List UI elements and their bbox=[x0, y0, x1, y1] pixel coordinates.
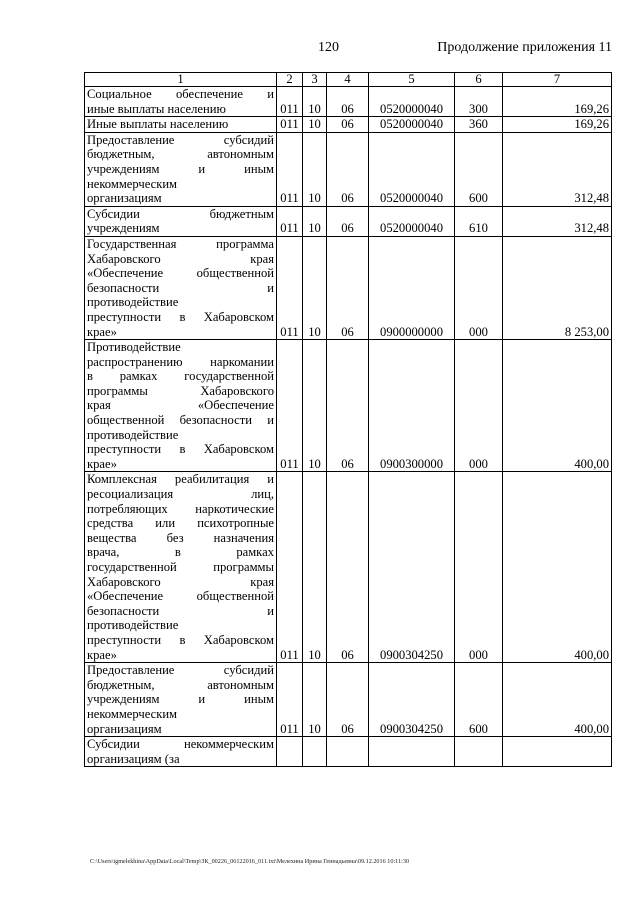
table-row bbox=[85, 117, 612, 133]
row-name-line: преступности в Хабаровском bbox=[87, 309, 274, 324]
row-name-line: Хабаровского края bbox=[87, 251, 274, 266]
row-name-line: безопасности и bbox=[87, 603, 274, 618]
row-name-line: крае» bbox=[87, 324, 117, 339]
section-code-cell: 10 bbox=[303, 132, 327, 206]
expense-type-cell: 600 bbox=[455, 663, 503, 737]
row-name-line: программы Хабаровского bbox=[87, 383, 274, 398]
column-header: 6 bbox=[455, 73, 503, 87]
row-name-line: противодействие bbox=[87, 427, 179, 442]
row-name-line: Субсидии бюджетным bbox=[87, 206, 274, 221]
row-name-line: иные выплаты населению bbox=[87, 101, 226, 116]
ministry-code-cell: 011 bbox=[277, 663, 303, 737]
expense-type-cell: 600 bbox=[455, 132, 503, 206]
row-name-line: противодействие bbox=[87, 295, 179, 310]
row-name-line: средства или психотропные bbox=[87, 516, 274, 531]
row-name-line: преступности в Хабаровском bbox=[87, 632, 274, 647]
subsection-code-cell: 06 bbox=[327, 340, 369, 472]
row-name-line: организациям bbox=[87, 191, 162, 206]
table-row bbox=[85, 340, 612, 472]
section-code-cell: 10 bbox=[303, 117, 327, 133]
row-name-line: в рамках государственной bbox=[87, 369, 274, 384]
subsection-code-cell bbox=[327, 737, 369, 767]
appendix-note: Продолжение приложения 11 bbox=[437, 40, 612, 55]
target-article-cell: 0520000040 bbox=[369, 206, 455, 236]
row-name-line: организациям bbox=[87, 721, 162, 736]
column-header: 7 bbox=[503, 73, 612, 87]
row-name-line: распространению наркомании bbox=[87, 354, 274, 369]
table-row bbox=[85, 132, 612, 206]
ministry-code-cell: 011 bbox=[277, 472, 303, 663]
subsection-code-cell: 06 bbox=[327, 472, 369, 663]
amount-cell: 400,00 bbox=[503, 472, 612, 663]
section-code-cell: 10 bbox=[303, 206, 327, 236]
row-name-line: Субсидии некоммерческим bbox=[87, 737, 274, 752]
column-header: 5 bbox=[369, 73, 455, 87]
table-row bbox=[85, 206, 612, 236]
row-name-line: Хабаровского края bbox=[87, 574, 274, 589]
row-name-line: вещества без назначения bbox=[87, 530, 274, 545]
section-code-cell: 10 bbox=[303, 340, 327, 472]
table-row bbox=[85, 236, 612, 339]
row-name-line: Государственная программа bbox=[87, 236, 274, 251]
row-name-line: крае» bbox=[87, 456, 117, 471]
target-article-cell: 0900304250 bbox=[369, 663, 455, 737]
row-name-line: Предоставление субсидий bbox=[87, 663, 274, 678]
target-article-cell: 0520000040 bbox=[369, 132, 455, 206]
row-name-line: Иные выплаты населению bbox=[87, 117, 229, 132]
amount-cell: 169,26 bbox=[503, 117, 612, 133]
amount-cell bbox=[503, 737, 612, 767]
column-header: 2 bbox=[277, 73, 303, 87]
section-code-cell: 10 bbox=[303, 236, 327, 339]
row-name-line: учреждениям и иным bbox=[87, 692, 274, 707]
expense-type-cell: 300 bbox=[455, 87, 503, 117]
row-name-line: края «Обеспечение bbox=[87, 398, 274, 413]
row-name-line: Социальное обеспечение и bbox=[87, 87, 274, 101]
page-number: 120 bbox=[318, 40, 339, 55]
row-name-line: безопасности и bbox=[87, 280, 274, 295]
target-article-cell: 0900000000 bbox=[369, 236, 455, 339]
section-code-cell: 10 bbox=[303, 87, 327, 117]
row-name-line: Комплексная реабилитация и bbox=[87, 472, 274, 487]
section-code-cell: 10 bbox=[303, 472, 327, 663]
ministry-code-cell: 011 bbox=[277, 236, 303, 339]
amount-cell: 400,00 bbox=[503, 340, 612, 472]
table-header-row bbox=[85, 73, 612, 87]
target-article-cell: 0900304250 bbox=[369, 472, 455, 663]
row-name-line: учреждениям bbox=[87, 221, 160, 236]
expense-type-cell: 610 bbox=[455, 206, 503, 236]
footer-file-path: C:\Users\igmelekhina\AppData\Local\Temp\ЗК_00226_06122016_011.txt\Мелехина Ирина Геннадьевна\09.12.2016 10:11:30 bbox=[90, 858, 410, 865]
row-name-line: некоммерческим bbox=[87, 706, 178, 721]
row-name-line: врача, в рамках bbox=[87, 545, 274, 560]
subsection-code-cell: 06 bbox=[327, 117, 369, 133]
row-name-line: потребляющих наркотические bbox=[87, 501, 274, 516]
amount-cell: 312,48 bbox=[503, 206, 612, 236]
row-name-cell bbox=[85, 737, 277, 767]
row-name-line: противодействие bbox=[87, 618, 179, 633]
row-name-line: некоммерческим bbox=[87, 176, 178, 191]
row-name-line: «Обеспечение общественной bbox=[87, 589, 274, 604]
subsection-code-cell: 06 bbox=[327, 87, 369, 117]
row-name-cell bbox=[85, 236, 277, 339]
row-name-line: бюджетным, автономным bbox=[87, 147, 274, 162]
amount-cell: 169,26 bbox=[503, 87, 612, 117]
row-name-line: учреждениям и иным bbox=[87, 161, 274, 176]
budget-table bbox=[84, 72, 612, 767]
section-code-cell bbox=[303, 737, 327, 767]
expense-type-cell: 360 bbox=[455, 117, 503, 133]
row-name-cell bbox=[85, 472, 277, 663]
target-article-cell: 0520000040 bbox=[369, 117, 455, 133]
subsection-code-cell: 06 bbox=[327, 663, 369, 737]
row-name-cell bbox=[85, 663, 277, 737]
row-name-line: «Обеспечение общественной bbox=[87, 266, 274, 281]
amount-cell: 312,48 bbox=[503, 132, 612, 206]
subsection-code-cell: 06 bbox=[327, 236, 369, 339]
row-name-line: крае» bbox=[87, 647, 117, 662]
row-name-line: Предоставление субсидий bbox=[87, 132, 274, 147]
row-name-line: общественной безопасности и bbox=[87, 413, 274, 428]
expense-type-cell: 000 bbox=[455, 236, 503, 339]
table-body bbox=[85, 87, 612, 767]
target-article-cell bbox=[369, 737, 455, 767]
section-code-cell: 10 bbox=[303, 663, 327, 737]
ministry-code-cell: 011 bbox=[277, 87, 303, 117]
column-header: 1 bbox=[85, 73, 277, 87]
ministry-code-cell bbox=[277, 737, 303, 767]
table-row bbox=[85, 87, 612, 117]
ministry-code-cell: 011 bbox=[277, 340, 303, 472]
expense-type-cell: 000 bbox=[455, 340, 503, 472]
row-name-line: ресоциализация лиц, bbox=[87, 487, 274, 502]
row-name-cell bbox=[85, 117, 277, 133]
amount-cell: 8 253,00 bbox=[503, 236, 612, 339]
table-row bbox=[85, 472, 612, 663]
table-row bbox=[85, 663, 612, 737]
column-header: 3 bbox=[303, 73, 327, 87]
row-name-cell bbox=[85, 132, 277, 206]
subsection-code-cell: 06 bbox=[327, 132, 369, 206]
target-article-cell: 0520000040 bbox=[369, 87, 455, 117]
target-article-cell: 0900300000 bbox=[369, 340, 455, 472]
row-name-line: государственной программы bbox=[87, 560, 274, 574]
row-name-line: бюджетным, автономным bbox=[87, 677, 274, 692]
table-row bbox=[85, 737, 612, 767]
row-name-cell bbox=[85, 340, 277, 472]
row-name-line: Противодействие bbox=[87, 340, 181, 355]
ministry-code-cell: 011 bbox=[277, 117, 303, 133]
ministry-code-cell: 011 bbox=[277, 206, 303, 236]
row-name-cell bbox=[85, 87, 277, 117]
row-name-line: преступности в Хабаровском bbox=[87, 442, 274, 457]
column-header: 4 bbox=[327, 73, 369, 87]
row-name-line: организациям (за bbox=[87, 751, 180, 766]
expense-type-cell: 000 bbox=[455, 472, 503, 663]
amount-cell: 400,00 bbox=[503, 663, 612, 737]
subsection-code-cell: 06 bbox=[327, 206, 369, 236]
ministry-code-cell: 011 bbox=[277, 132, 303, 206]
row-name-cell bbox=[85, 206, 277, 236]
expense-type-cell bbox=[455, 737, 503, 767]
